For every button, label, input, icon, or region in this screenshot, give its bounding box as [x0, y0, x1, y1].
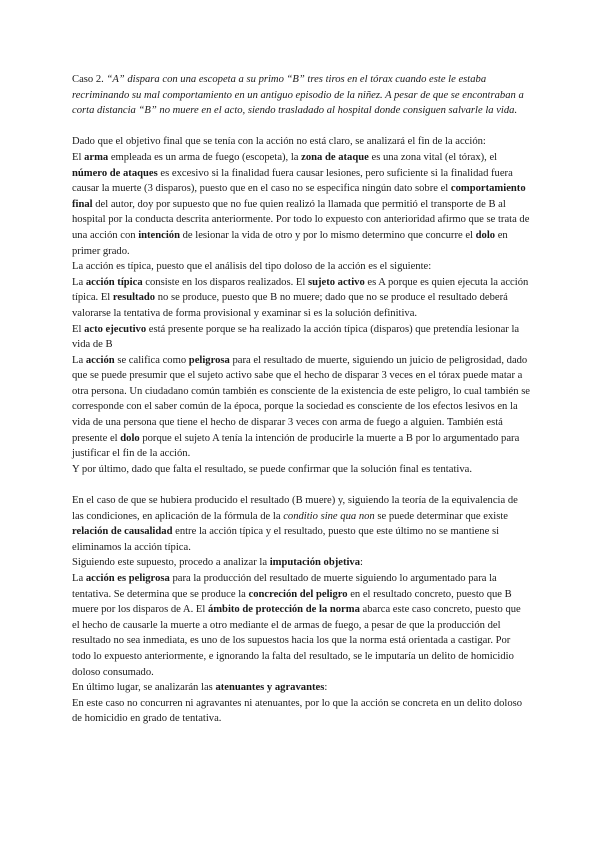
bold-term: acción típica	[85, 276, 143, 288]
text-run: en el resultado concreto, puesto que B muere por los disparos de A. El	[72, 588, 512, 616]
bold-term: arma	[84, 151, 109, 163]
text-run: El	[72, 323, 85, 335]
case-description: “A” dispara con una escopeta a su primo “B” tres tiros en el tórax cuando este le estaba recriminando su mal comportamiento en un antiguo episodio de la niñez. A pesar de que se encontraban a corta distancia “B” no muere en el acto, siendo trasladado al hospital donde consiguen salvarle la vida.	[72, 74, 524, 117]
paragraph	[72, 555, 530, 571]
bold-term: peligrosa	[188, 354, 230, 366]
bold-term: sujeto activo	[307, 276, 365, 288]
paragraph	[72, 322, 530, 353]
paragraph	[72, 150, 530, 259]
bold-term: dolo	[120, 432, 140, 444]
text-run: La	[72, 354, 86, 366]
bold-term: dolo	[475, 229, 496, 241]
text-run: En último lugar, se analizarán las	[72, 682, 216, 694]
text-run: se puede determinar que existe	[374, 510, 508, 522]
text-run: del autor, doy por supuesto que no fue quien realizó la llamada que permitió el transporte de B al hospital por la conducta descrita anteriormente. Por todo lo expuesto con anterioridad afirmo que se trata de una acción con	[72, 198, 530, 241]
paragraph	[72, 259, 530, 275]
bold-term: resultado	[112, 292, 156, 304]
text-run: La acción es típica, puesto que el análisis del tipo doloso de la acción es el siguiente:	[72, 261, 432, 273]
bold-term: ámbito de protección de la norma	[207, 604, 360, 616]
text-run: :	[324, 682, 328, 694]
case-statement	[72, 72, 530, 119]
paragraph	[72, 493, 530, 555]
text-run: Siguiendo este supuesto, procedo a analizar la	[72, 557, 270, 569]
text-run: entre la acción típica y el resultado, puesto que este último no se mantiene si eliminamos la acción típica.	[72, 526, 500, 553]
text-run: El	[72, 151, 85, 163]
bold-term: intención	[138, 229, 180, 241]
paragraph	[72, 571, 530, 680]
text-run: porque el sujeto A tenía la intención de producirle la muerte a B por lo argumentado para justificar el fin de la acción.	[72, 432, 520, 460]
bold-term: acto ejecutivo	[84, 323, 147, 335]
bold-term: acción	[85, 354, 115, 366]
text-run: En el caso de que se hubiera producido el resultado (B muere) y, siguiendo la teoría de la equivalencia de las condiciones, en aplicación de la fórmula de la	[72, 495, 518, 522]
text-run: En este caso no concurren ni agravantes ni atenuantes, por lo que la acción se concreta en un delito doloso de homicidio en grado de tentativa.	[72, 697, 523, 725]
paragraph	[72, 134, 530, 150]
text-run: se califica como	[114, 354, 189, 366]
bold-term: acción es peligrosa	[85, 573, 170, 584]
text-run: es excesivo si la finalidad fuera causar lesiones, pero suficiente si la finalidad fuera causar la muerte (3 disparos), puesto que en el caso no se especifica ningún dato sobre el	[72, 167, 513, 195]
text-run: abarca este caso concreto, puesto que el hecho de causarle la muerte a otro mediante el de armas de fuego, a pesar de que la producción del resultado no sea inmediata, es uno de los supuestos hacia los que la norma está orientada a castigar. Por todo lo expuesto anteriormente, e ignorando la falta del resultado, se le imputaría un delito de homicidio doloso consumado.	[72, 604, 521, 678]
analysis-consumado	[72, 493, 530, 727]
paragraph	[72, 680, 530, 696]
paragraph	[72, 353, 530, 462]
bold-term: atenuantes y agravantes	[215, 682, 325, 694]
bold-term: concreción del peligro	[248, 588, 348, 600]
text-run: de lesionar la vida de otro y por lo mismo determino que concurre el	[179, 229, 476, 241]
bold-term: número de ataques	[72, 167, 158, 179]
text-run: empleada es un arma de fuego (escopeta), la	[108, 151, 302, 163]
text-run: para la producción del resultado de muerte siguiendo lo argumentado para la tentativa. Se determina que se produce la	[72, 573, 497, 600]
bold-term: imputación objetiva	[269, 557, 361, 569]
text-run: es A porque es quien ejecuta la acción típica. El	[72, 276, 529, 304]
text-run: :	[360, 557, 363, 569]
italic-term: conditio sine qua non	[283, 510, 375, 522]
analysis-tentativa	[72, 134, 530, 477]
text-run: consiste en los disparos realizados. El	[142, 276, 308, 288]
text-run: La	[72, 573, 86, 584]
bold-term: zona de ataque	[301, 151, 369, 163]
paragraph	[72, 462, 530, 478]
text-run: no se produce, puesto que B no muere; dado que no se produce el resultado deberá valorarse la tentativa de forma provisional y examinar si es la solución definitiva.	[72, 292, 508, 319]
paragraph	[72, 696, 530, 727]
text-run: es una zona vital (el tórax), el	[368, 151, 498, 163]
bold-term: relación de causalidad	[72, 526, 173, 538]
text-run: La	[72, 276, 86, 288]
case-number: Caso 2.	[72, 74, 104, 85]
text-run: para el resultado de muerte, siguiendo un juicio de peligrosidad, dado que se puede presumir que el sujeto activo sabe que el hecho de disparar 3 veces en el tórax puede matar a otra persona. Un ciudadano común también es consciente de la existencia de este peligro, lo cual también se corresponde con el saber común de la época, porque la sociedad es consciente de los efectos lesivos en la vida de una persona que tiene el hecho de disparar 3 veces con arma de fuego a alguien. También está presente el	[72, 354, 531, 444]
paragraph	[72, 275, 530, 322]
text-run: en primer grado.	[72, 229, 508, 257]
text-run: Y por último, dado que falta el resultado, se puede confirmar que la solución final es tentativa.	[72, 463, 472, 475]
text-run: está presente porque se ha realizado la acción típica (disparos) que pretendía lesionar la vida de B	[72, 323, 520, 351]
text-run: Dado que el objetivo final que se tenía con la acción no está claro, se analizará el fin de la acción:	[72, 136, 486, 148]
bold-term: comportamiento final	[72, 183, 526, 210]
